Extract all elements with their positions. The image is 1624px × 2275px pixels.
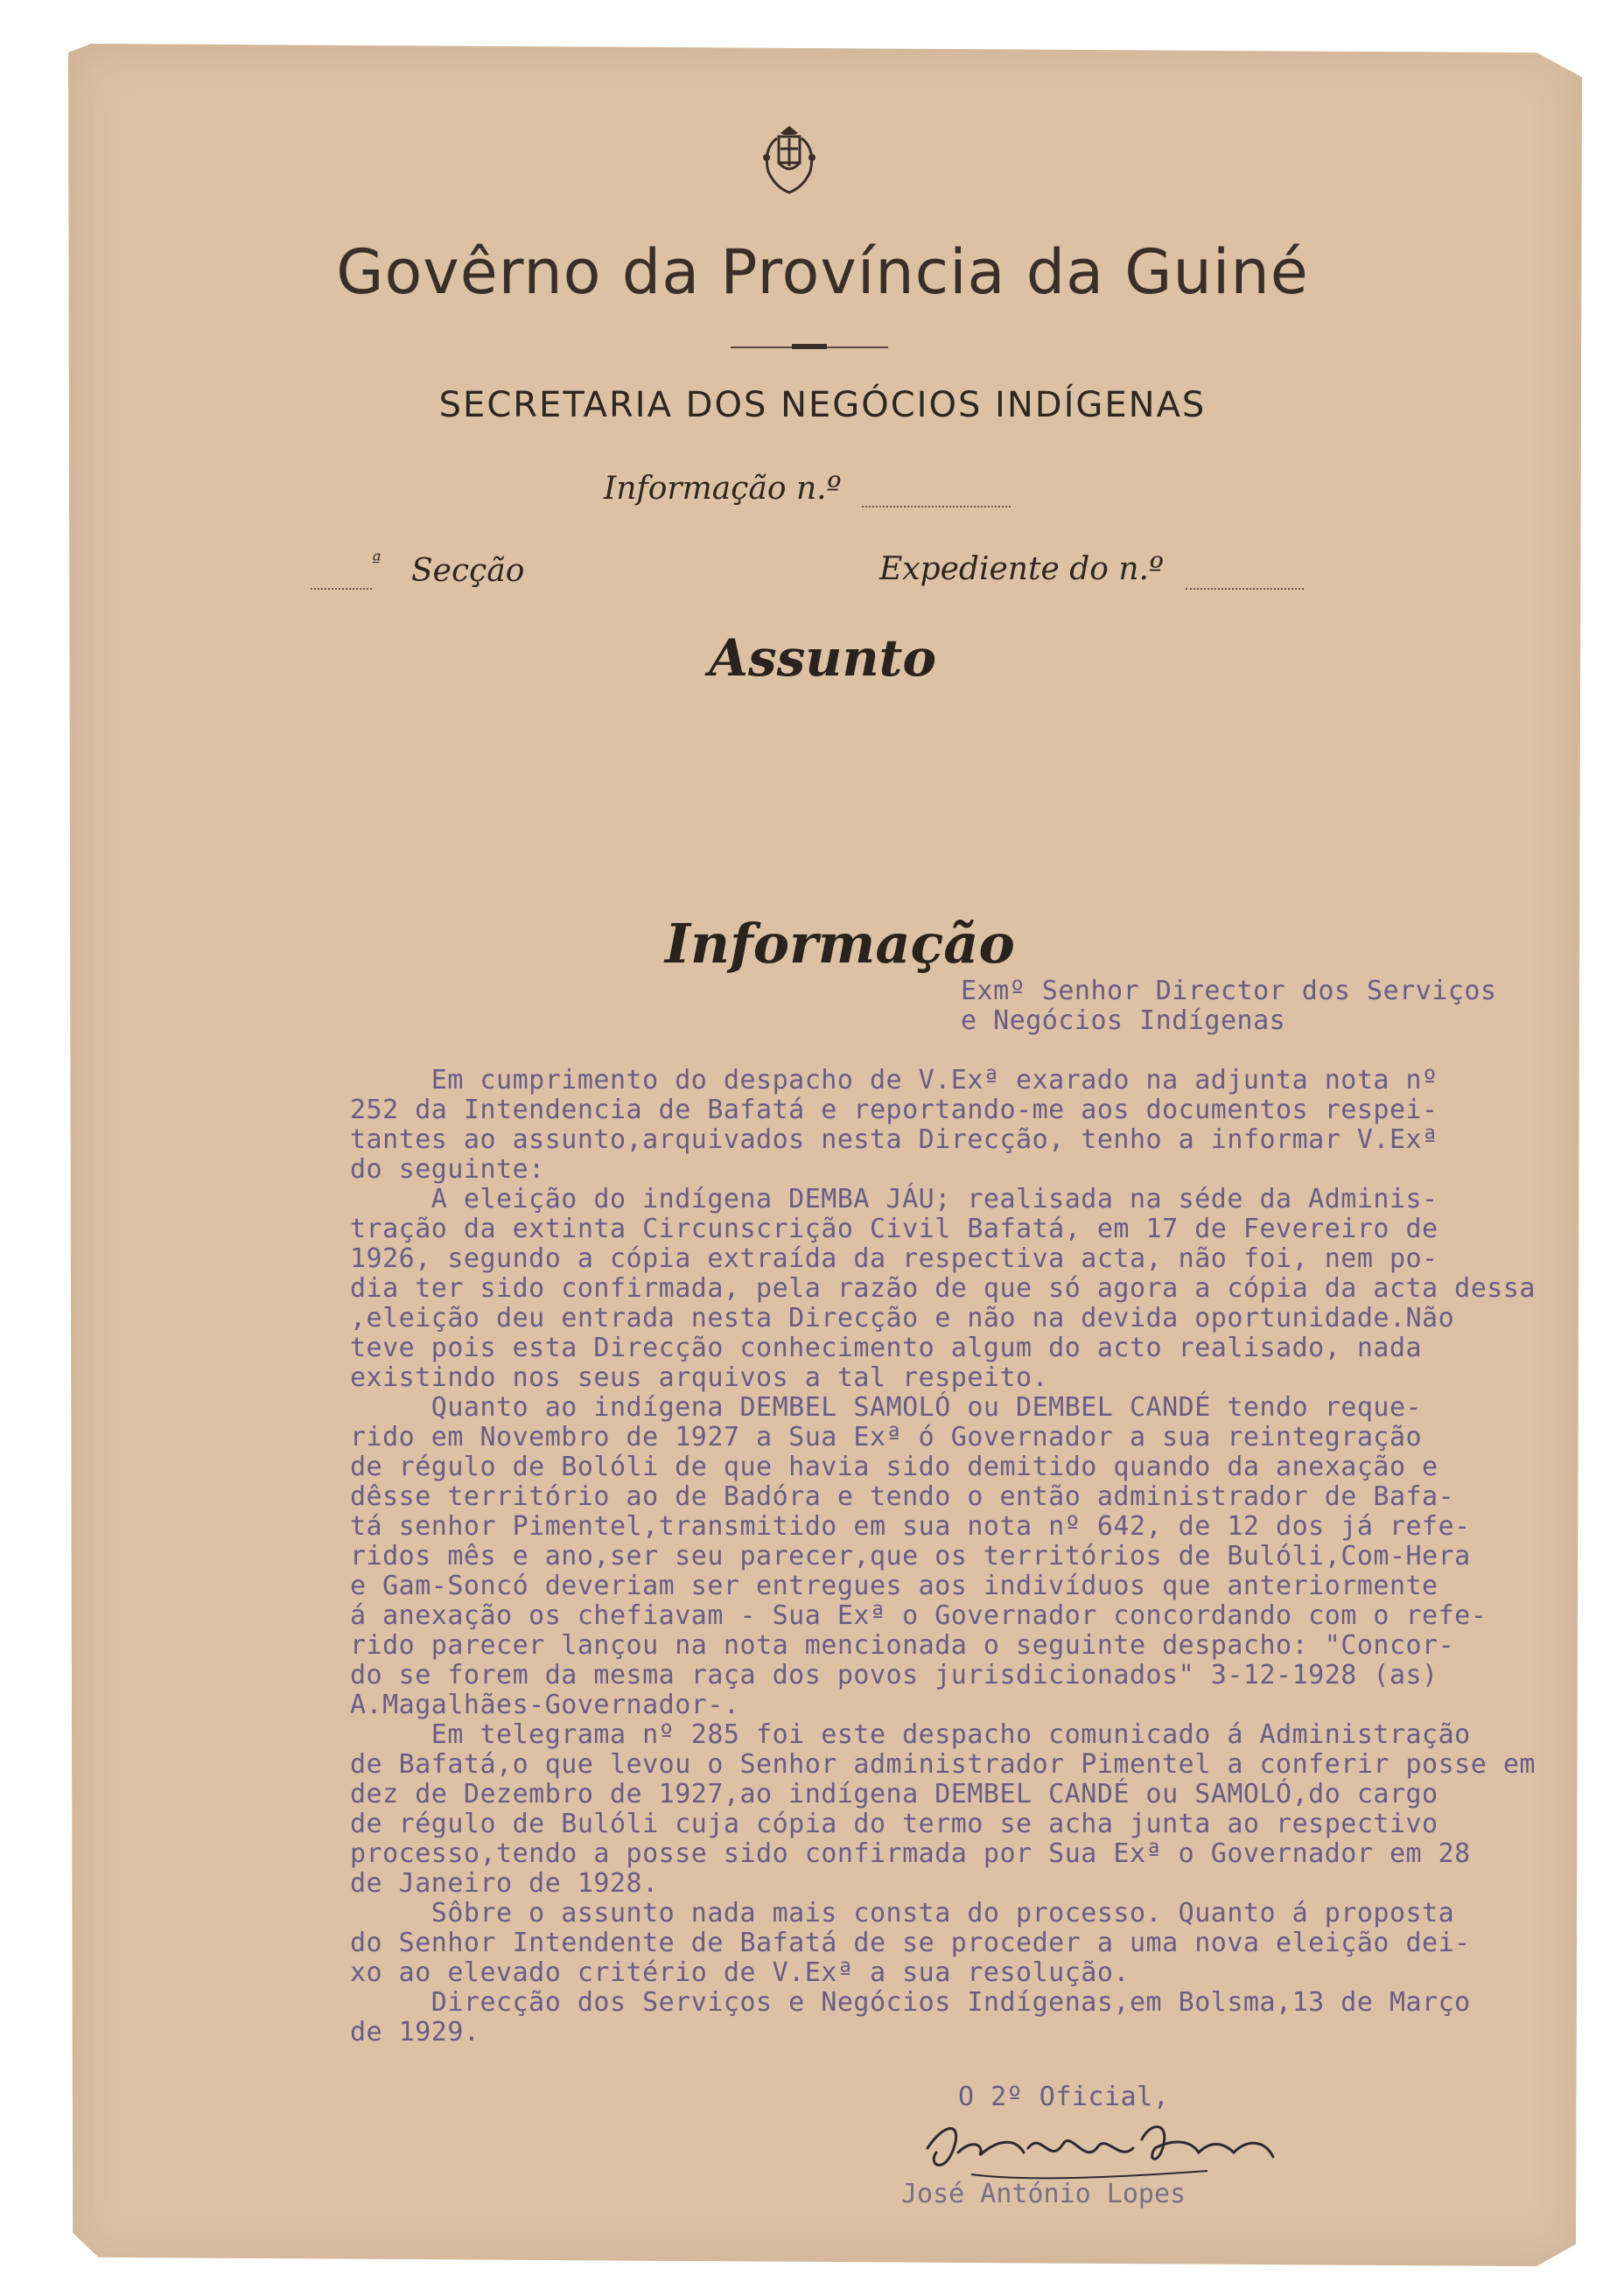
signoff-title: O 2º Oficial, [958,2082,1170,2112]
body-text: Em cumprimento do despacho de V.Exª exarado na adjunta nota nº 252 da Intendencia de Bafatá e reportando-me aos documentos respei- tantes ao assunto,arquivados nesta Direcção, tenho a informar V.Exª do seguinte: A eleição do indígena DEMBA JÁU; realisada na séde da Adminis- tração da extinta Circunscrição Civil Bafatá, em 17 de Fevereiro de 1926, segundo a cópia extraída da respectiva acta, não foi, nem po- dia ter sido confirmada, pela razão de que só agora a cópia da acta dessa ,eleição deu entrada nesta Direcção e não na devida oportunidade.Não teve pois esta Direcção conhecimento algum do acto realisado, nada existindo nos seus arquivos a tal respeito. Quanto ao indígena DEMBEL SAMOLÓ ou DEMBEL CANDÉ tendo reque- rido em Novembro de 1927 a Sua Exª ó Governador a sua reintegração de régulo de Bolóli de que havia sido demitido quando da anexação e dêsse território ao de Badóra e tendo o então administrador de Bafa- tá senhor Pimentel,transmitido em sua nota nº 642, de 12 dos já refe- ridos mês e ano,ser seu parecer,que os territórios de Bulóli,Com-Hera e Gam-Soncó deveriam ser entregues aos indivíduos que anteriormente á anexação os chefiavam - Sua Exª o Governador concordando com o refe- rido parecer lançou na nota mencionada o seguinte despacho: "Concor- do se forem da mesma raça dos povos jurisdicionados" 3-12-1928 (as) A.Magalhães-Governador-. Em telegrama nº 285 foi este despacho comunicado á Administração de Bafatá,o que levou o Senhor administrador Pimentel a conferir posse em dez de Dezembro de 1927,ao indígena DEMBEL CANDÉ ou SAMOLÓ,do cargo de régulo de Bulóli cuja cópia do termo se acha junta ao respectivo processo,tendo a posse sido confirmada por Sua Exª o Governador em 28 de Janeiro de 1928. Sôbre o assunto nada mais consta do processo. Quanto á proposta do Senhor Intendente de Bafatá de se proceder a uma nova eleição dei- xo ao elevado critério de V.Exª a sua resolução. Direcção dos Serviços e Negócios Indígenas,em Bolsma,13 de Março de 1929. [350,1065,1536,2048]
seccao-ordinal-mark: ª [372,551,382,573]
informacao-number-field [862,506,1011,508]
expediente-label: Expediente do n.º [879,551,1164,587]
title-divider-center [792,344,827,349]
expediente-field [1186,588,1304,590]
seccao-label: Secção [411,553,525,589]
addressee: Exmº Senhor Director dos Serviços e Negócios Indígenas [961,976,1497,1036]
secretariat-heading: SECRETARIA DOS NEGÓCIOS INDÍGENAS [438,385,1207,425]
government-title: Govêrno da Província da Guiné [336,236,1309,308]
informacao-number-label: Informação n.º [604,471,842,507]
assunto-heading: Assunto [709,628,937,688]
typed-name: José António Lopes [901,2179,1186,2209]
seccao-field [311,588,372,590]
document-title: Informação [665,912,1015,976]
coat-of-arms-icon [758,122,821,198]
